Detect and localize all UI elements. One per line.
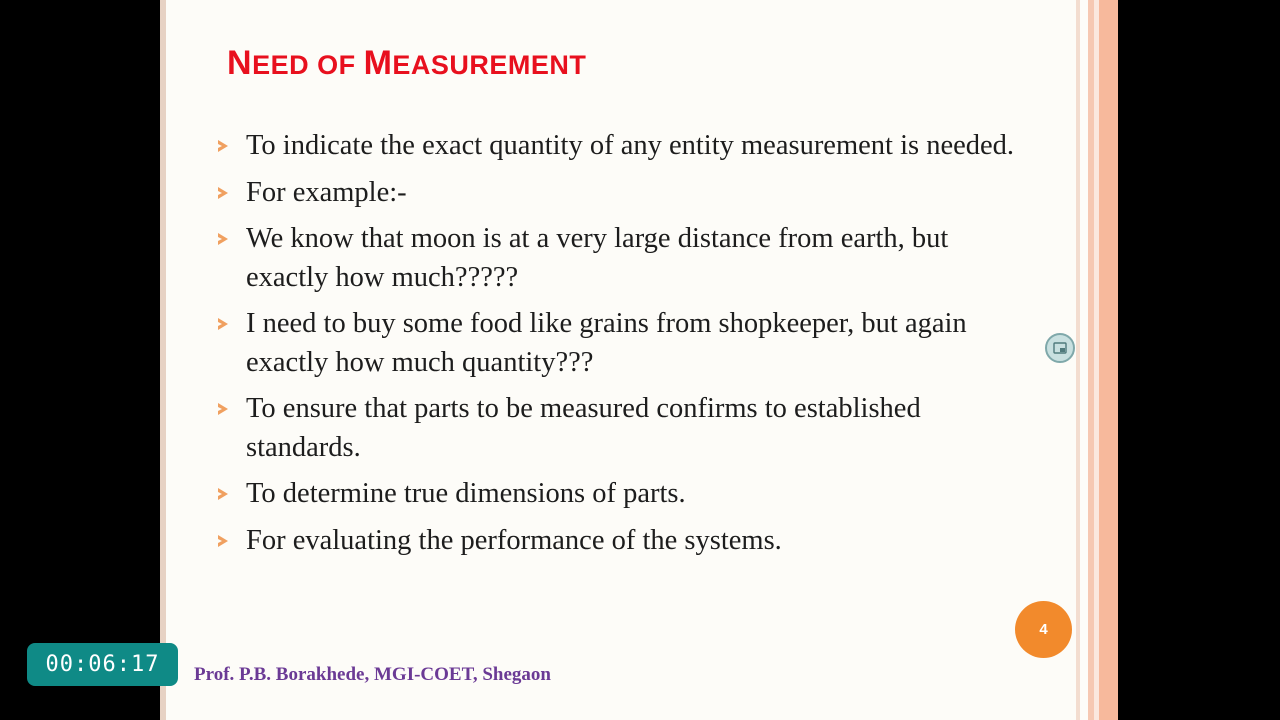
picture-in-picture-button[interactable] [1045, 333, 1075, 363]
slide-right-stripes [1076, 0, 1118, 720]
slide-footer: Prof. P.B. Borakhede, MGI-COET, Shegaon [194, 664, 551, 685]
bullet-item: To ensure that parts to be measured confirms to established standards. [216, 390, 1016, 467]
bullet-item: For example:- [216, 174, 1016, 213]
arrow-bullet-icon [218, 535, 228, 547]
arrow-bullet-icon [218, 233, 228, 245]
arrow-bullet-icon [218, 488, 228, 500]
arrow-bullet-icon [218, 403, 228, 415]
bullet-item: To determine true dimensions of parts. [216, 475, 1016, 514]
bullet-item: For evaluating the performance of the systems. [216, 522, 1016, 561]
page-number-badge: 4 [1015, 601, 1072, 658]
bullet-item: To indicate the exact quantity of any entity measurement is needed. [216, 127, 1016, 166]
arrow-bullet-icon [218, 318, 228, 330]
picture-in-picture-icon [1053, 342, 1067, 354]
bullet-item: We know that moon is at a very large distance from earth, but exactly how much????? [216, 220, 1016, 297]
slide-title: NEED OF MEASUREMENT [227, 44, 587, 82]
bullet-list [216, 127, 1016, 568]
arrow-bullet-icon [218, 187, 228, 199]
video-timer: 00:06:17 [27, 643, 178, 686]
arrow-bullet-icon [218, 140, 228, 152]
slide-left-border [160, 0, 166, 720]
bullet-item: I need to buy some food like grains from shopkeeper, but again exactly how much quantity??? [216, 305, 1016, 382]
